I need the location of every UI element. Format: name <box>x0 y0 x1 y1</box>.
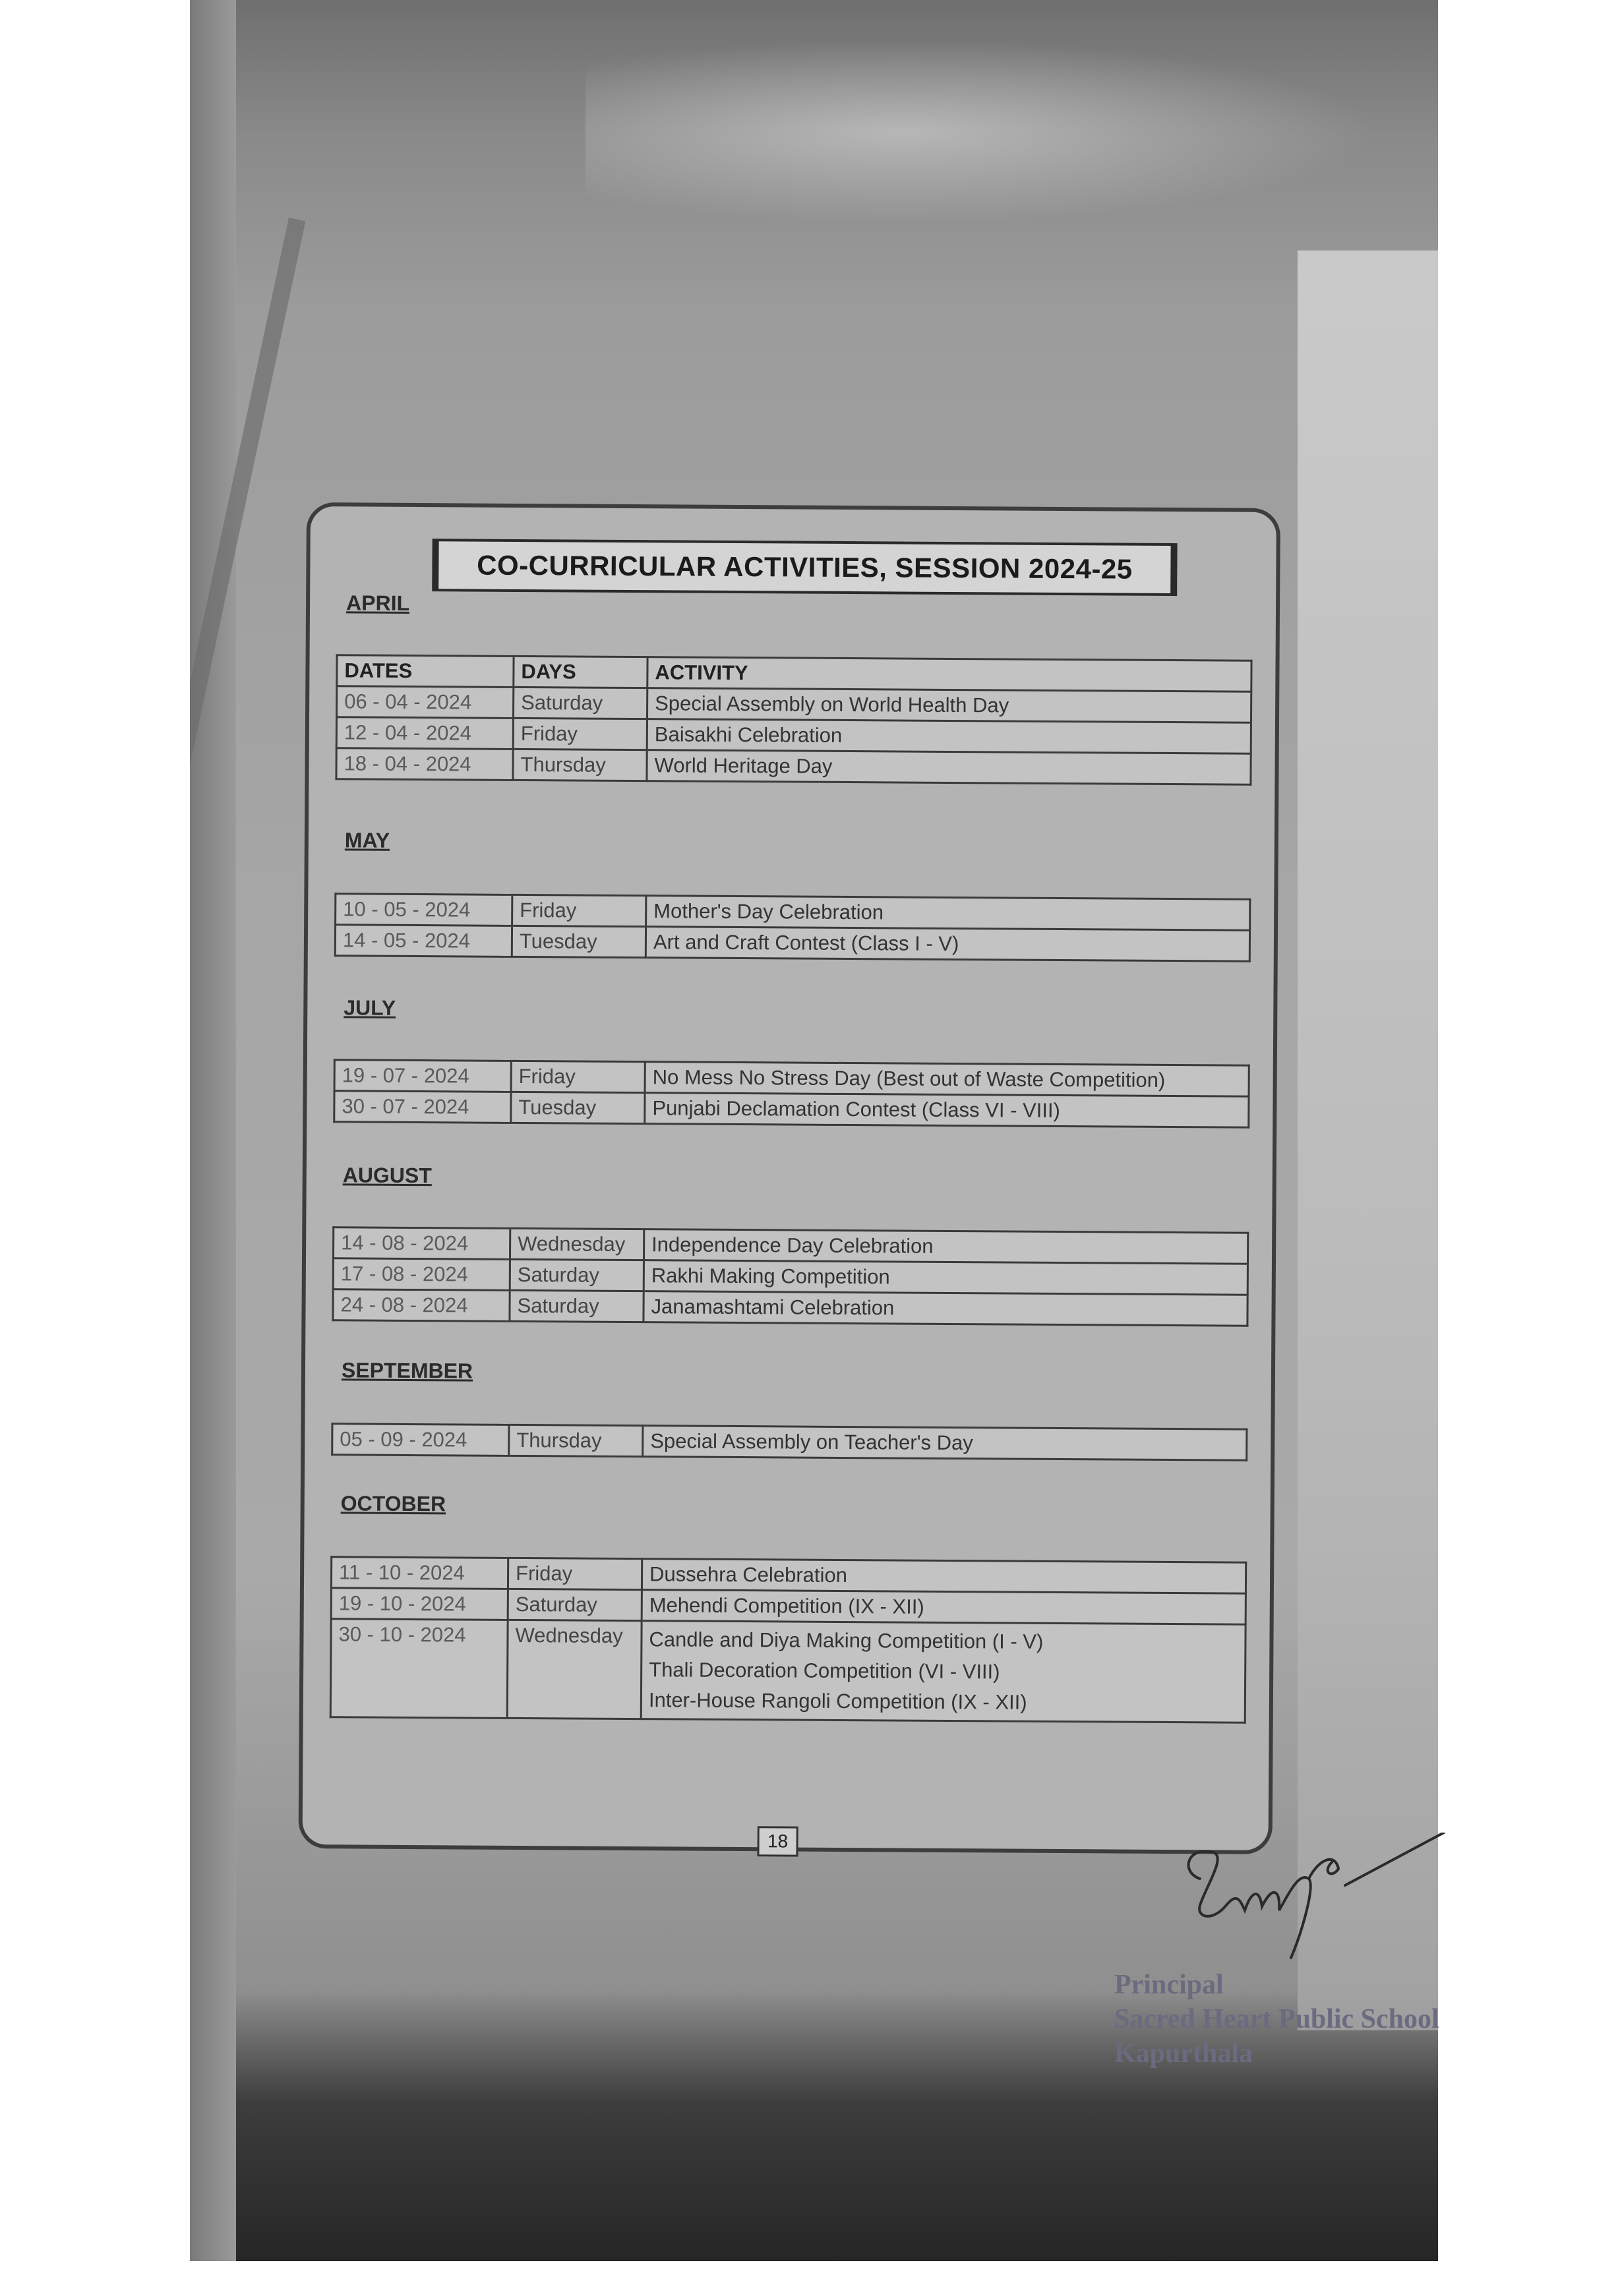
row-activity: Janamashtami Celebration <box>644 1291 1247 1326</box>
row-date: 30 - 07 - 2024 <box>334 1091 511 1123</box>
row-day: Saturday <box>508 1589 642 1620</box>
row-day: Saturday <box>510 1259 644 1291</box>
month-heading-october: OCTOBER <box>340 1491 446 1516</box>
row-activity: Dussehra Celebration <box>642 1559 1245 1594</box>
header-activity: ACTIVITY <box>647 657 1251 692</box>
row-activity: Independence Day Celebration <box>644 1229 1247 1264</box>
table-row <box>335 925 1249 961</box>
table-row <box>332 1424 1247 1460</box>
page-title: CO-CURRICULAR ACTIVITIES, SESSION 2024-25 <box>432 539 1177 596</box>
table-september <box>331 1423 1247 1461</box>
table-october <box>330 1556 1247 1723</box>
row-activity: Special Assembly on World Health Day <box>647 688 1251 723</box>
header-days: DAYS <box>514 656 647 688</box>
row-activity: Art and Craft Contest (Class I - V) <box>645 927 1249 962</box>
table-row <box>331 1588 1245 1624</box>
photo-right-paper <box>1298 250 1438 2030</box>
row-date: 12 - 04 - 2024 <box>336 717 513 750</box>
table-row <box>336 894 1250 930</box>
row-activity: Mehendi Competition (IX - XII) <box>642 1590 1245 1625</box>
month-heading-august: AUGUST <box>342 1163 432 1188</box>
row-date: 14 - 05 - 2024 <box>335 925 512 957</box>
row-activity: No Mess No Stress Day (Best out of Waste Competition) <box>645 1062 1249 1097</box>
principal-stamp <box>1114 1968 1439 2071</box>
stamp-line-title: Principal <box>1114 1970 1224 2000</box>
table-august <box>332 1226 1249 1326</box>
handwritten-signature <box>1174 1833 1451 1964</box>
row-activity: Punjabi Declamation Contest (Class VI - VIII) <box>645 1093 1249 1128</box>
row-date: 30 - 10 - 2024 <box>330 1619 508 1719</box>
row-day: Saturday <box>514 687 647 719</box>
table-row <box>334 1091 1249 1127</box>
table-april <box>335 654 1252 785</box>
activity-line: Candle and Diya Making Competition (I - V) <box>649 1628 1044 1653</box>
table-row <box>333 1289 1247 1326</box>
row-activity: Baisakhi Celebration <box>647 719 1251 754</box>
table-july <box>333 1059 1250 1128</box>
row-activity-multi <box>641 1621 1245 1723</box>
row-date: 19 - 10 - 2024 <box>331 1588 508 1620</box>
row-day: Friday <box>511 1061 645 1092</box>
booklet-page <box>299 502 1280 1854</box>
row-day: Thursday <box>513 749 647 780</box>
row-date: 18 - 04 - 2024 <box>336 748 513 780</box>
stamp-line-city: Kapurthala <box>1114 2038 1253 2069</box>
row-day: Friday <box>512 895 646 926</box>
row-date: 05 - 09 - 2024 <box>332 1424 509 1456</box>
row-date: 19 - 07 - 2024 <box>334 1060 511 1092</box>
row-day: Tuesday <box>512 926 645 957</box>
row-day: Saturday <box>510 1290 644 1322</box>
header-dates: DATES <box>337 655 514 688</box>
row-day: Friday <box>513 718 647 750</box>
row-day: Wednesday <box>507 1620 642 1719</box>
row-date: 24 - 08 - 2024 <box>333 1289 510 1322</box>
row-day: Friday <box>508 1558 642 1589</box>
row-day: Thursday <box>509 1425 643 1456</box>
row-date: 14 - 08 - 2024 <box>333 1227 510 1260</box>
table-row <box>336 748 1251 784</box>
row-day: Tuesday <box>511 1092 645 1123</box>
row-day: Wednesday <box>510 1228 644 1260</box>
row-activity: Rakhi Making Competition <box>644 1260 1247 1295</box>
table-row <box>330 1619 1245 1722</box>
table-row <box>336 717 1251 753</box>
activity-line: Thali Decoration Competition (VI - VIII) <box>649 1658 1000 1684</box>
table-row <box>333 1258 1247 1295</box>
row-activity: Special Assembly on Teacher's Day <box>643 1426 1247 1461</box>
month-heading-may: MAY <box>344 828 390 852</box>
row-date: 17 - 08 - 2024 <box>333 1258 510 1291</box>
photo-left-edge <box>190 0 236 2261</box>
stamp-line-school: Sacred Heart Public School <box>1114 2004 1439 2034</box>
row-date: 06 - 04 - 2024 <box>337 686 514 719</box>
page-number: 18 <box>757 1826 798 1856</box>
table-row <box>333 1227 1247 1264</box>
table-header-row <box>337 655 1251 692</box>
table-may <box>334 893 1251 962</box>
row-date: 10 - 05 - 2024 <box>336 894 512 926</box>
month-heading-september: SEPTEMBER <box>341 1358 473 1383</box>
row-activity: Mother's Day Celebration <box>646 896 1250 931</box>
activity-line: Inter-House Rangoli Competition (IX - XII) <box>648 1688 1027 1714</box>
photo-glare <box>585 40 1377 224</box>
month-heading-july: JULY <box>344 995 396 1020</box>
table-row <box>337 686 1251 722</box>
table-row <box>331 1557 1245 1593</box>
row-activity: World Heritage Day <box>647 750 1251 785</box>
row-date: 11 - 10 - 2024 <box>331 1557 508 1589</box>
month-heading-april: APRIL <box>345 591 410 615</box>
table-row <box>334 1060 1249 1096</box>
